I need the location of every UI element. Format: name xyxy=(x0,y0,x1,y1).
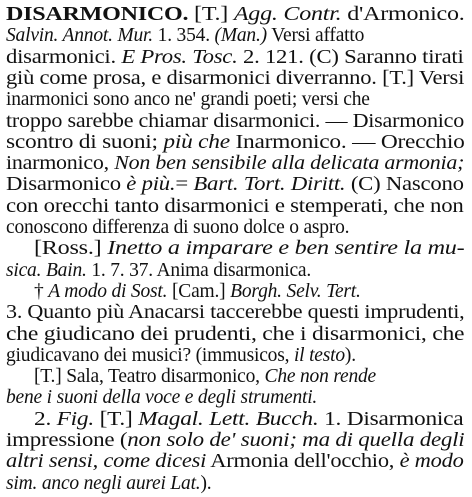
text-span: disarmonici. xyxy=(6,46,122,68)
italic-text: Borgh. Selv. Tert. xyxy=(230,280,361,302)
text-span: 1. 7. 37. Anima disarmonica. xyxy=(86,259,312,281)
italic-text: non solo de' suoni; ma di quella degli xyxy=(127,430,465,451)
italic-text: Fig. xyxy=(56,408,94,430)
text-span: inarmonici sono anco ne' grandi poeti; versi che xyxy=(6,89,370,111)
text-span: [T.] xyxy=(93,408,139,430)
italic-text: Che non rende xyxy=(264,366,377,388)
text-line xyxy=(6,387,317,408)
text-span: Inarmonico. — Orecchio xyxy=(229,131,465,153)
text-span: 1. Disarmonica xyxy=(318,408,464,430)
headword: DISARMONICO. xyxy=(6,4,189,25)
text-span: troppo sarebbe chiamar disarmonici. — Disarmonico xyxy=(6,110,465,132)
text-span: che giudicano dei prudenti, che i disarmonici, che xyxy=(6,323,465,345)
text-line xyxy=(34,409,463,430)
text-span: 2. xyxy=(34,408,57,430)
italic-text: è modo xyxy=(399,451,464,473)
text-line xyxy=(34,238,464,259)
text-line xyxy=(6,174,464,195)
text-line xyxy=(6,25,364,46)
text-span: Disarmonico xyxy=(6,174,127,196)
italic-text: Salvin. Annot. Mur. xyxy=(6,25,153,47)
text-span: giudicavano dei musici? (immusicos, xyxy=(6,344,294,366)
text-span: (C) Nascono xyxy=(345,174,464,196)
text-line xyxy=(6,302,464,323)
text-line xyxy=(34,281,361,302)
italic-text: E Pros. Tosc. xyxy=(121,46,238,68)
italic-text: più che xyxy=(163,131,230,153)
text-line xyxy=(6,89,370,110)
text-span: † xyxy=(34,280,49,302)
italic-text: (Man.) xyxy=(214,25,267,47)
text-span: scontro di suoni; xyxy=(6,131,164,153)
text-line xyxy=(6,196,464,217)
text-span: 1. 354. xyxy=(152,25,215,47)
italic-text: è più. xyxy=(126,174,176,196)
italic-text: Non ben sensibile alla delicata armonia; xyxy=(114,153,465,175)
text-span: giù come prosa, e disarmonici diverranno. [T.] Versi xyxy=(6,67,465,89)
text-span: 3. Quanto più Anacarsi taccerebbe questi imprudenti, xyxy=(6,302,465,324)
text-line xyxy=(6,217,349,238)
italic-text: Bart. Tort. Diritt. xyxy=(193,174,346,196)
text-line xyxy=(6,345,356,366)
text-line xyxy=(6,473,211,494)
text-span: = xyxy=(175,174,194,196)
text-line xyxy=(34,366,376,387)
text-span: 2. 121. (C) Saranno tirati xyxy=(237,46,464,68)
text-span: conoscono differenza di suono dolce o aspro. xyxy=(6,217,350,238)
text-span: [Cam.] xyxy=(167,280,231,302)
text-span: impressione ( xyxy=(6,430,128,451)
italic-text: Agg. Contr. xyxy=(233,4,342,25)
text-line xyxy=(6,132,465,153)
text-line xyxy=(6,324,464,345)
text-span: [Ross.] xyxy=(34,238,108,260)
text-line xyxy=(6,260,311,281)
italic-text: altri sensi, come dicesi xyxy=(6,451,207,473)
text-line xyxy=(6,153,464,174)
text-span: con orecchi tanto disarmonici e stemperati, che non xyxy=(6,195,464,217)
text-span: d'Armonico. xyxy=(341,4,465,25)
text-line xyxy=(6,47,464,68)
text-span: Armonia dell'occhio, xyxy=(206,451,400,473)
text-span: inarmonico, xyxy=(6,153,115,175)
text-line xyxy=(6,451,464,472)
italic-text: il testo xyxy=(293,344,345,366)
italic-text: A modo di Sost. xyxy=(48,280,168,302)
italic-text: sica. Bain. xyxy=(6,259,87,281)
text-span: Versi affatto xyxy=(266,25,365,47)
italic-text: Inetto a imparare e ben sentire la mu- xyxy=(107,238,465,260)
text-span: [T.] xyxy=(188,4,234,25)
text-line xyxy=(6,111,464,132)
italic-text: bene i suoni della voce e degli strumenti. xyxy=(6,387,318,409)
italic-text: Magal. Lett. Bucch. xyxy=(138,408,319,430)
text-span: ). xyxy=(200,472,212,494)
text-line xyxy=(6,430,464,451)
italic-text: sim. anco negli aurei Lat. xyxy=(6,472,201,494)
text-line xyxy=(6,68,464,89)
text-line xyxy=(6,4,465,25)
text-span: [T.] Sala, Teatro disarmonico, xyxy=(34,366,265,388)
dictionary-entry xyxy=(6,4,466,493)
text-span: ). xyxy=(344,344,356,366)
